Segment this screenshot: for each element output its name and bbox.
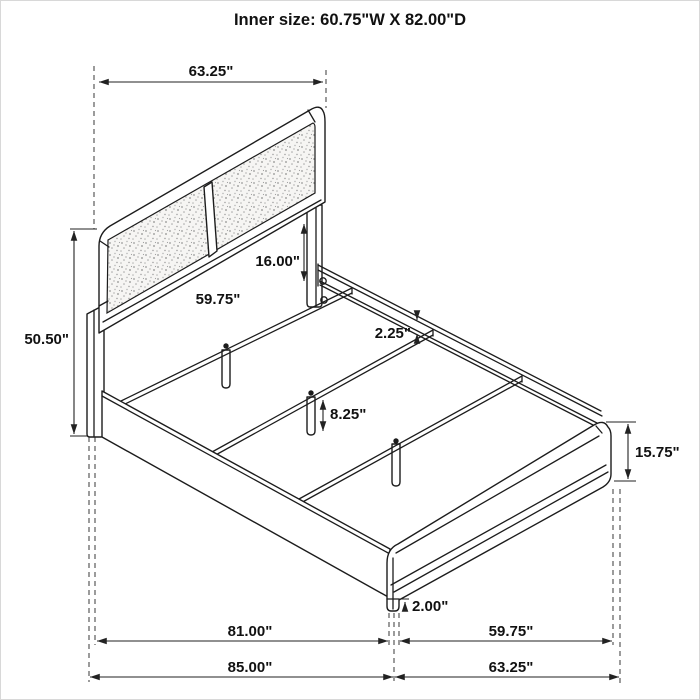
label-footboard-height: 15.75" [635, 444, 680, 461]
slat-screw [393, 438, 398, 443]
slat-2 [212, 330, 433, 457]
slat-support-legs [222, 350, 400, 486]
footboard [387, 422, 611, 611]
label-headboard-inner-width: 59.75" [195, 291, 241, 308]
label-headboard-height: 50.50" [24, 331, 69, 348]
label-rail-lip: 2.25" [374, 325, 411, 342]
headboard-leg-right [307, 205, 322, 307]
bed-drawing [87, 107, 611, 611]
label-inner-length: 81.00" [227, 623, 273, 640]
label-footboard-inner-width: 59.75" [488, 623, 534, 640]
label-overall-length: 85.00" [227, 659, 273, 676]
slat-screw [223, 343, 228, 348]
slat-3 [299, 376, 522, 504]
extension-lines [89, 66, 620, 684]
label-panel-gap: 16.00" [255, 253, 300, 270]
inner-size-title: Inner size: 60.75"W X 82.00"D [233, 11, 467, 29]
slat-screw [308, 390, 313, 395]
label-center-leg-height: 8.25" [330, 406, 367, 423]
label-foot-height: 2.00" [412, 598, 449, 615]
side-rail-right [318, 264, 602, 426]
label-footboard-width: 63.25" [488, 659, 534, 676]
label-headboard-width: 63.25" [188, 63, 234, 80]
